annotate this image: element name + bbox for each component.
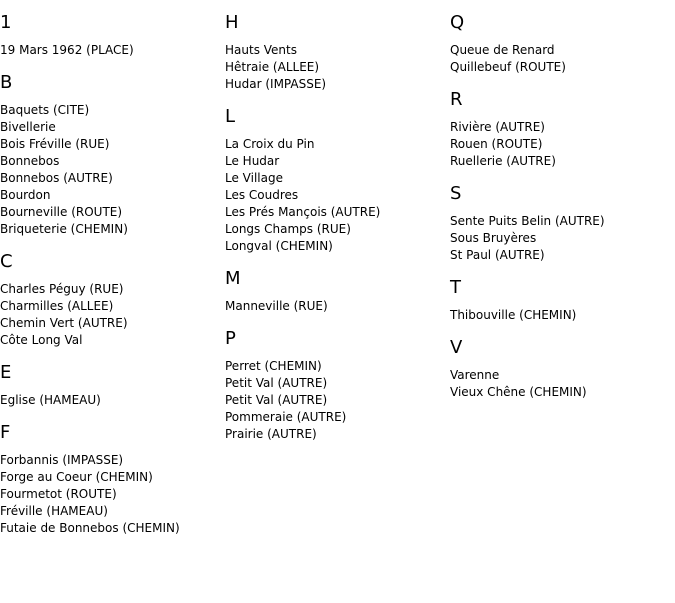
- street-list-item[interactable]: Futaie de Bonnebos (CHEMIN): [0, 521, 180, 535]
- section-letter-heading: V: [450, 337, 463, 358]
- street-list-item[interactable]: Briqueterie (CHEMIN): [0, 222, 128, 236]
- index-column: [0, 0, 225, 550]
- street-list-item[interactable]: Chemin Vert (AUTRE): [0, 316, 128, 330]
- street-list-item[interactable]: Fréville (HAMEAU): [0, 504, 108, 518]
- street-list-item[interactable]: Baquets (CITE): [0, 103, 90, 117]
- street-list-item[interactable]: Bonnebos: [0, 154, 60, 168]
- street-list-item[interactable]: Forbannis (IMPASSE): [0, 453, 124, 467]
- street-list-item[interactable]: Queue de Renard: [450, 43, 555, 57]
- street-list-item[interactable]: St Paul (AUTRE): [450, 248, 545, 262]
- letter-section: [0, 422, 225, 537]
- street-list-item[interactable]: Varenne: [450, 368, 500, 382]
- street-list: [0, 102, 225, 238]
- street-list-item[interactable]: Fourmetot (ROUTE): [0, 487, 117, 501]
- street-list-item[interactable]: Bourneville (ROUTE): [0, 205, 123, 219]
- street-list-item[interactable]: Vieux Chêne (CHEMIN): [450, 385, 587, 399]
- street-list-item[interactable]: Petit Val (AUTRE): [225, 376, 328, 390]
- section-letter-heading: Q: [450, 12, 465, 33]
- street-list: [0, 42, 225, 59]
- section-letter-heading: P: [225, 328, 236, 349]
- street-list-item[interactable]: Charmilles (ALLEE): [0, 299, 114, 313]
- street-list-item[interactable]: Sous Bruyères: [450, 231, 537, 245]
- letter-section: [225, 268, 450, 315]
- street-list-item[interactable]: Hudar (IMPASSE): [225, 77, 327, 91]
- street-list-item[interactable]: Les Coudres: [225, 188, 299, 202]
- letter-section: [450, 89, 675, 170]
- letter-section: [450, 337, 675, 401]
- street-list: [450, 367, 675, 401]
- letter-section: [450, 12, 675, 76]
- street-list-item[interactable]: Eglise (HAMEAU): [0, 393, 101, 407]
- letter-section: [0, 362, 225, 409]
- street-list: [0, 452, 225, 537]
- letter-section: [0, 251, 225, 349]
- letter-section: [0, 12, 225, 59]
- street-list-item[interactable]: Manneville (RUE): [225, 299, 328, 313]
- street-list-item[interactable]: Bonnebos (AUTRE): [0, 171, 113, 185]
- street-list-item[interactable]: Quillebeuf (ROUTE): [450, 60, 566, 74]
- letter-section: [450, 277, 675, 324]
- section-letter-heading: H: [225, 12, 239, 33]
- street-list: [225, 298, 450, 315]
- street-list: [0, 392, 225, 409]
- street-list: [450, 42, 675, 76]
- street-list-item[interactable]: Longs Champs (RUE): [225, 222, 351, 236]
- street-list: [450, 307, 675, 324]
- street-list: [225, 136, 450, 255]
- street-list-item[interactable]: Le Village: [225, 171, 283, 185]
- street-list-item[interactable]: Bois Fréville (RUE): [0, 137, 110, 151]
- section-letter-heading: 1: [0, 12, 12, 33]
- street-list-item[interactable]: Bivellerie: [0, 120, 56, 134]
- section-letter-heading: E: [0, 362, 12, 383]
- street-list-item[interactable]: Les Prés Mançois (AUTRE): [225, 205, 381, 219]
- street-list-item[interactable]: La Croix du Pin: [225, 137, 315, 151]
- street-list-item[interactable]: 19 Mars 1962 (PLACE): [0, 43, 134, 57]
- letter-section: [225, 106, 450, 255]
- index-column: [225, 0, 450, 456]
- section-letter-heading: M: [225, 268, 241, 289]
- section-letter-heading: L: [225, 106, 236, 127]
- street-list: [0, 281, 225, 349]
- street-list-item[interactable]: Côte Long Val: [0, 333, 83, 347]
- section-letter-heading: T: [450, 277, 461, 298]
- letter-section: [0, 72, 225, 238]
- street-list-item[interactable]: Hêtraie (ALLEE): [225, 60, 320, 74]
- street-list: [450, 119, 675, 170]
- section-letter-heading: C: [0, 251, 13, 272]
- street-list-item[interactable]: Prairie (AUTRE): [225, 427, 317, 441]
- street-list-item[interactable]: Perret (CHEMIN): [225, 359, 322, 373]
- street-list-item[interactable]: Le Hudar: [225, 154, 280, 168]
- street-list: [450, 213, 675, 264]
- street-list-item[interactable]: Rouen (ROUTE): [450, 137, 543, 151]
- section-letter-heading: F: [0, 422, 11, 443]
- street-list-item[interactable]: Pommeraie (AUTRE): [225, 410, 347, 424]
- section-letter-heading: B: [0, 72, 13, 93]
- street-list-item[interactable]: Bourdon: [0, 188, 51, 202]
- street-list-item[interactable]: Charles Péguy (RUE): [0, 282, 124, 296]
- street-list: [225, 358, 450, 443]
- street-list-item[interactable]: Hauts Vents: [225, 43, 297, 57]
- street-list-item[interactable]: Ruellerie (AUTRE): [450, 154, 556, 168]
- street-list: [225, 42, 450, 93]
- section-letter-heading: R: [450, 89, 463, 110]
- street-list-item[interactable]: Forge au Coeur (CHEMIN): [0, 470, 153, 484]
- letter-section: [225, 12, 450, 93]
- letter-section: [450, 183, 675, 264]
- street-list-item[interactable]: Rivière (AUTRE): [450, 120, 545, 134]
- street-list-item[interactable]: Thibouville (CHEMIN): [450, 308, 577, 322]
- letter-section: [225, 328, 450, 443]
- index-column: [450, 0, 675, 414]
- street-list-item[interactable]: Sente Puits Belin (AUTRE): [450, 214, 605, 228]
- section-letter-heading: S: [450, 183, 462, 204]
- street-list-item[interactable]: Longval (CHEMIN): [225, 239, 333, 253]
- street-list-item[interactable]: Petit Val (AUTRE): [225, 393, 328, 407]
